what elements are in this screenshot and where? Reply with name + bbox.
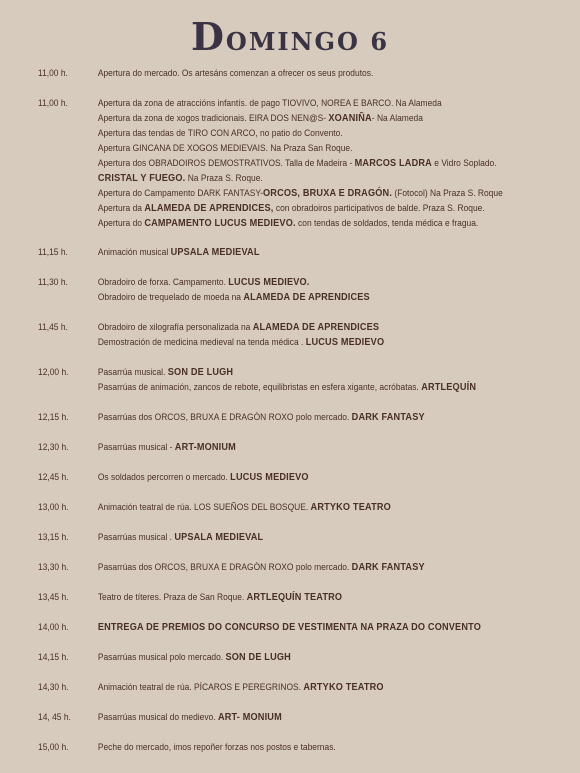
schedule-time: 13,00 h. bbox=[38, 502, 69, 513]
schedule-line bbox=[98, 141, 556, 156]
schedule-line bbox=[98, 710, 556, 725]
schedule-time: 11,30 h. bbox=[38, 277, 68, 288]
page-title bbox=[0, 14, 580, 59]
body-text: Apertura da zona de xogos tradicionais. EIRA DOS NEN@S- bbox=[97, 113, 329, 124]
schedule-line bbox=[98, 560, 556, 575]
body-text: Pasarrúas musical - bbox=[97, 442, 175, 453]
schedule-time: 13,15 h. bbox=[38, 532, 69, 543]
schedule-description bbox=[98, 66, 556, 81]
schedule-description bbox=[98, 680, 556, 695]
body-text: e Vidro Soplado. bbox=[431, 158, 497, 169]
body-text: Pasarrúas dos ORCOS, BRUXA E DRAGÓN ROXO polo mercado. bbox=[97, 412, 352, 423]
highlight-text: ART- MONIUM bbox=[217, 712, 282, 723]
schedule-line bbox=[98, 650, 556, 665]
highlight-text: ENTREGA DE PREMIOS DO CONCURSO DE VESTIMENTA NA PRAZA DO CONVENTO bbox=[97, 622, 481, 633]
schedule-time: 11,15 h. bbox=[38, 247, 68, 258]
schedule-line bbox=[98, 156, 556, 171]
body-text: Animación teatral de rúa. LOS SUEÑOS DEL BOSQUE. bbox=[97, 502, 311, 513]
highlight-text: SON DE LUGH bbox=[167, 367, 234, 378]
schedule-time: 13,30 h. bbox=[38, 562, 69, 573]
schedule-description bbox=[98, 500, 556, 515]
schedule-line bbox=[98, 500, 556, 515]
schedule-time: 11,00 h. bbox=[38, 68, 68, 79]
highlight-text: SON DE LUGH bbox=[225, 652, 291, 663]
schedule-line bbox=[98, 186, 556, 201]
body-text: Demostración de medicina medieval na tenda médica . bbox=[97, 337, 306, 348]
schedule-time: 15,00 h. bbox=[38, 742, 69, 753]
schedule-line bbox=[98, 216, 556, 231]
body-text: Pasarrúas musical polo mercado. bbox=[97, 652, 226, 663]
schedule-line bbox=[98, 171, 556, 186]
highlight-text: DARK FANTASY bbox=[351, 562, 425, 573]
body-text: Pasarrúas dos ORCOS, BRUXA E DRAGÓN ROXO polo mercado. bbox=[97, 562, 352, 573]
schedule-description bbox=[98, 560, 556, 575]
body-text: Peche do mercado, imos repoñer forzas nos postos e tabernas. bbox=[97, 742, 336, 753]
schedule-line bbox=[98, 365, 556, 380]
highlight-text: LUCUS MEDIEVO bbox=[305, 337, 385, 348]
schedule-line bbox=[98, 590, 556, 605]
schedule-time: 11,00 h. bbox=[38, 98, 68, 109]
title-rest: OMINGO 6 bbox=[225, 27, 390, 56]
schedule-description bbox=[98, 650, 556, 665]
body-text: Teatro de títeres. Praza de San Roque. bbox=[97, 592, 247, 603]
highlight-text: ARTYKO TEATRO bbox=[303, 682, 384, 693]
title-initial: D bbox=[190, 14, 226, 59]
body-text: Apertura do bbox=[97, 218, 145, 229]
schedule-line bbox=[98, 96, 556, 111]
body-text: Os soldados percorren o mercado. bbox=[97, 472, 231, 483]
highlight-text: UPSALA MEDIEVAL bbox=[174, 532, 264, 543]
highlight-text: CRISTAL Y FUEGO. bbox=[97, 173, 186, 184]
highlight-text: ALAMEDA DE APRENDICES, bbox=[144, 203, 274, 214]
schedule-description bbox=[98, 470, 556, 485]
schedule-line bbox=[98, 620, 556, 635]
body-text: Animación teatral de rúa. PÍCAROS E PEREGRINOS. bbox=[97, 682, 304, 693]
body-text: Obradoiro de trequelado de moeda na bbox=[97, 292, 244, 303]
body-text: (Fotocol) Na Praza S. Roque bbox=[392, 188, 503, 199]
highlight-text: ARTYKO TEATRO bbox=[310, 502, 391, 513]
schedule-time: 12,00 h. bbox=[38, 367, 69, 378]
schedule-line bbox=[98, 275, 556, 290]
schedule-description bbox=[98, 365, 556, 395]
schedule-line bbox=[98, 680, 556, 695]
highlight-text: MARCOS LADRA bbox=[354, 158, 432, 169]
body-text: Pasarrúa musical. bbox=[97, 367, 168, 378]
schedule-description bbox=[98, 245, 556, 260]
body-text: Pasarrúas de animación, zancos de rebote, equilibristas en esfera xigante, acróbatas. bbox=[97, 382, 422, 393]
body-text: Obradoiro de xilografía personalizada na bbox=[97, 322, 253, 333]
schedule-description bbox=[98, 620, 556, 635]
schedule-line bbox=[98, 290, 556, 305]
schedule-time: 14,15 h. bbox=[38, 652, 69, 663]
schedule-time: 13,45 h. bbox=[38, 592, 69, 603]
highlight-text: DARK FANTASY bbox=[351, 412, 425, 423]
schedule-description bbox=[98, 590, 556, 605]
schedule-description bbox=[98, 96, 556, 231]
body-text: - Na Alameda bbox=[371, 113, 423, 124]
body-text: Apertura GINCANA DE XOGOS MEDIEVAIS. Na Praza San Roque. bbox=[97, 143, 353, 154]
body-text: Apertura da bbox=[97, 203, 145, 214]
body-text: Apertura dos OBRADOIROS DEMOSTRATIVOS. Talla de Madeira - bbox=[97, 158, 355, 169]
body-text: Apertura das tendas de TIRO CON ARCO, no patio do Convento. bbox=[97, 128, 343, 139]
schedule-time: 11,45 h. bbox=[38, 322, 68, 333]
schedule-time: 12,45 h. bbox=[38, 472, 69, 483]
highlight-text: ART-MONIUM bbox=[174, 442, 236, 453]
schedule-time: 14,00 h. bbox=[38, 622, 69, 633]
schedule-time: 12,15 h. bbox=[38, 412, 69, 423]
body-text: Pasarrúas musical do medievo. bbox=[97, 712, 218, 723]
schedule-line bbox=[98, 440, 556, 455]
schedule-line bbox=[98, 201, 556, 216]
schedule-description bbox=[98, 710, 556, 725]
schedule-description bbox=[98, 320, 556, 350]
schedule-description bbox=[98, 440, 556, 455]
highlight-text: LUCUS MEDIEVO bbox=[230, 472, 309, 483]
schedule-line bbox=[98, 410, 556, 425]
body-text: Obradoiro de forxa. Campamento. bbox=[97, 277, 229, 288]
schedule-line bbox=[98, 335, 556, 350]
body-text: con obradoiros participativos de balde. Praza S. Roque. bbox=[273, 203, 485, 214]
schedule-description bbox=[98, 740, 556, 755]
schedule-time: 12,30 h. bbox=[38, 442, 69, 453]
highlight-text: ALAMEDA DE APRENDICES bbox=[243, 292, 370, 303]
body-text: Apertura do Campamento DARK FANTASY- bbox=[97, 188, 264, 199]
body-text: con tendas de soldados, tenda médica e fragua. bbox=[295, 218, 479, 229]
highlight-text: ARTLEQUÍN TEATRO bbox=[246, 592, 343, 603]
body-text: Apertura do mercado. Os artesáns comenzan a ofrecer os seus produtos. bbox=[97, 68, 374, 79]
schedule-line bbox=[98, 740, 556, 755]
highlight-text: ORCOS, BRUXA E DRAGÓN. bbox=[263, 188, 393, 199]
schedule-line bbox=[98, 245, 556, 260]
highlight-text: LUCUS MEDIEVO. bbox=[228, 277, 310, 288]
highlight-text: ALAMEDA DE APRENDICES bbox=[252, 322, 380, 333]
highlight-text: ARTLEQUÍN bbox=[421, 382, 477, 393]
highlight-text: UPSALA MEDIEVAL bbox=[170, 247, 260, 258]
schedule-description bbox=[98, 530, 556, 545]
schedule-line bbox=[98, 320, 556, 335]
body-text: Animación musical bbox=[97, 247, 171, 258]
schedule-line bbox=[98, 66, 556, 81]
body-text: Apertura da zona de atraccións infantís. de pago TIOVIVO, NOREA E BARCO. Na Alameda bbox=[97, 98, 442, 109]
body-text: Pasarrúas musical . bbox=[97, 532, 175, 543]
schedule-description bbox=[98, 275, 556, 305]
schedule-time: 14,30 h. bbox=[38, 682, 69, 693]
schedule-line bbox=[98, 530, 556, 545]
highlight-text: XOANIÑA bbox=[328, 113, 372, 124]
schedule-description bbox=[98, 410, 556, 425]
highlight-text: CAMPAMENTO LUCUS MEDIEVO. bbox=[144, 218, 296, 229]
body-text: Na Praza S. Roque. bbox=[185, 173, 263, 184]
schedule-line bbox=[98, 111, 556, 126]
schedule-line bbox=[98, 380, 556, 395]
schedule-time: 14, 45 h. bbox=[38, 712, 71, 723]
schedule-line bbox=[98, 470, 556, 485]
schedule-line bbox=[98, 126, 556, 141]
